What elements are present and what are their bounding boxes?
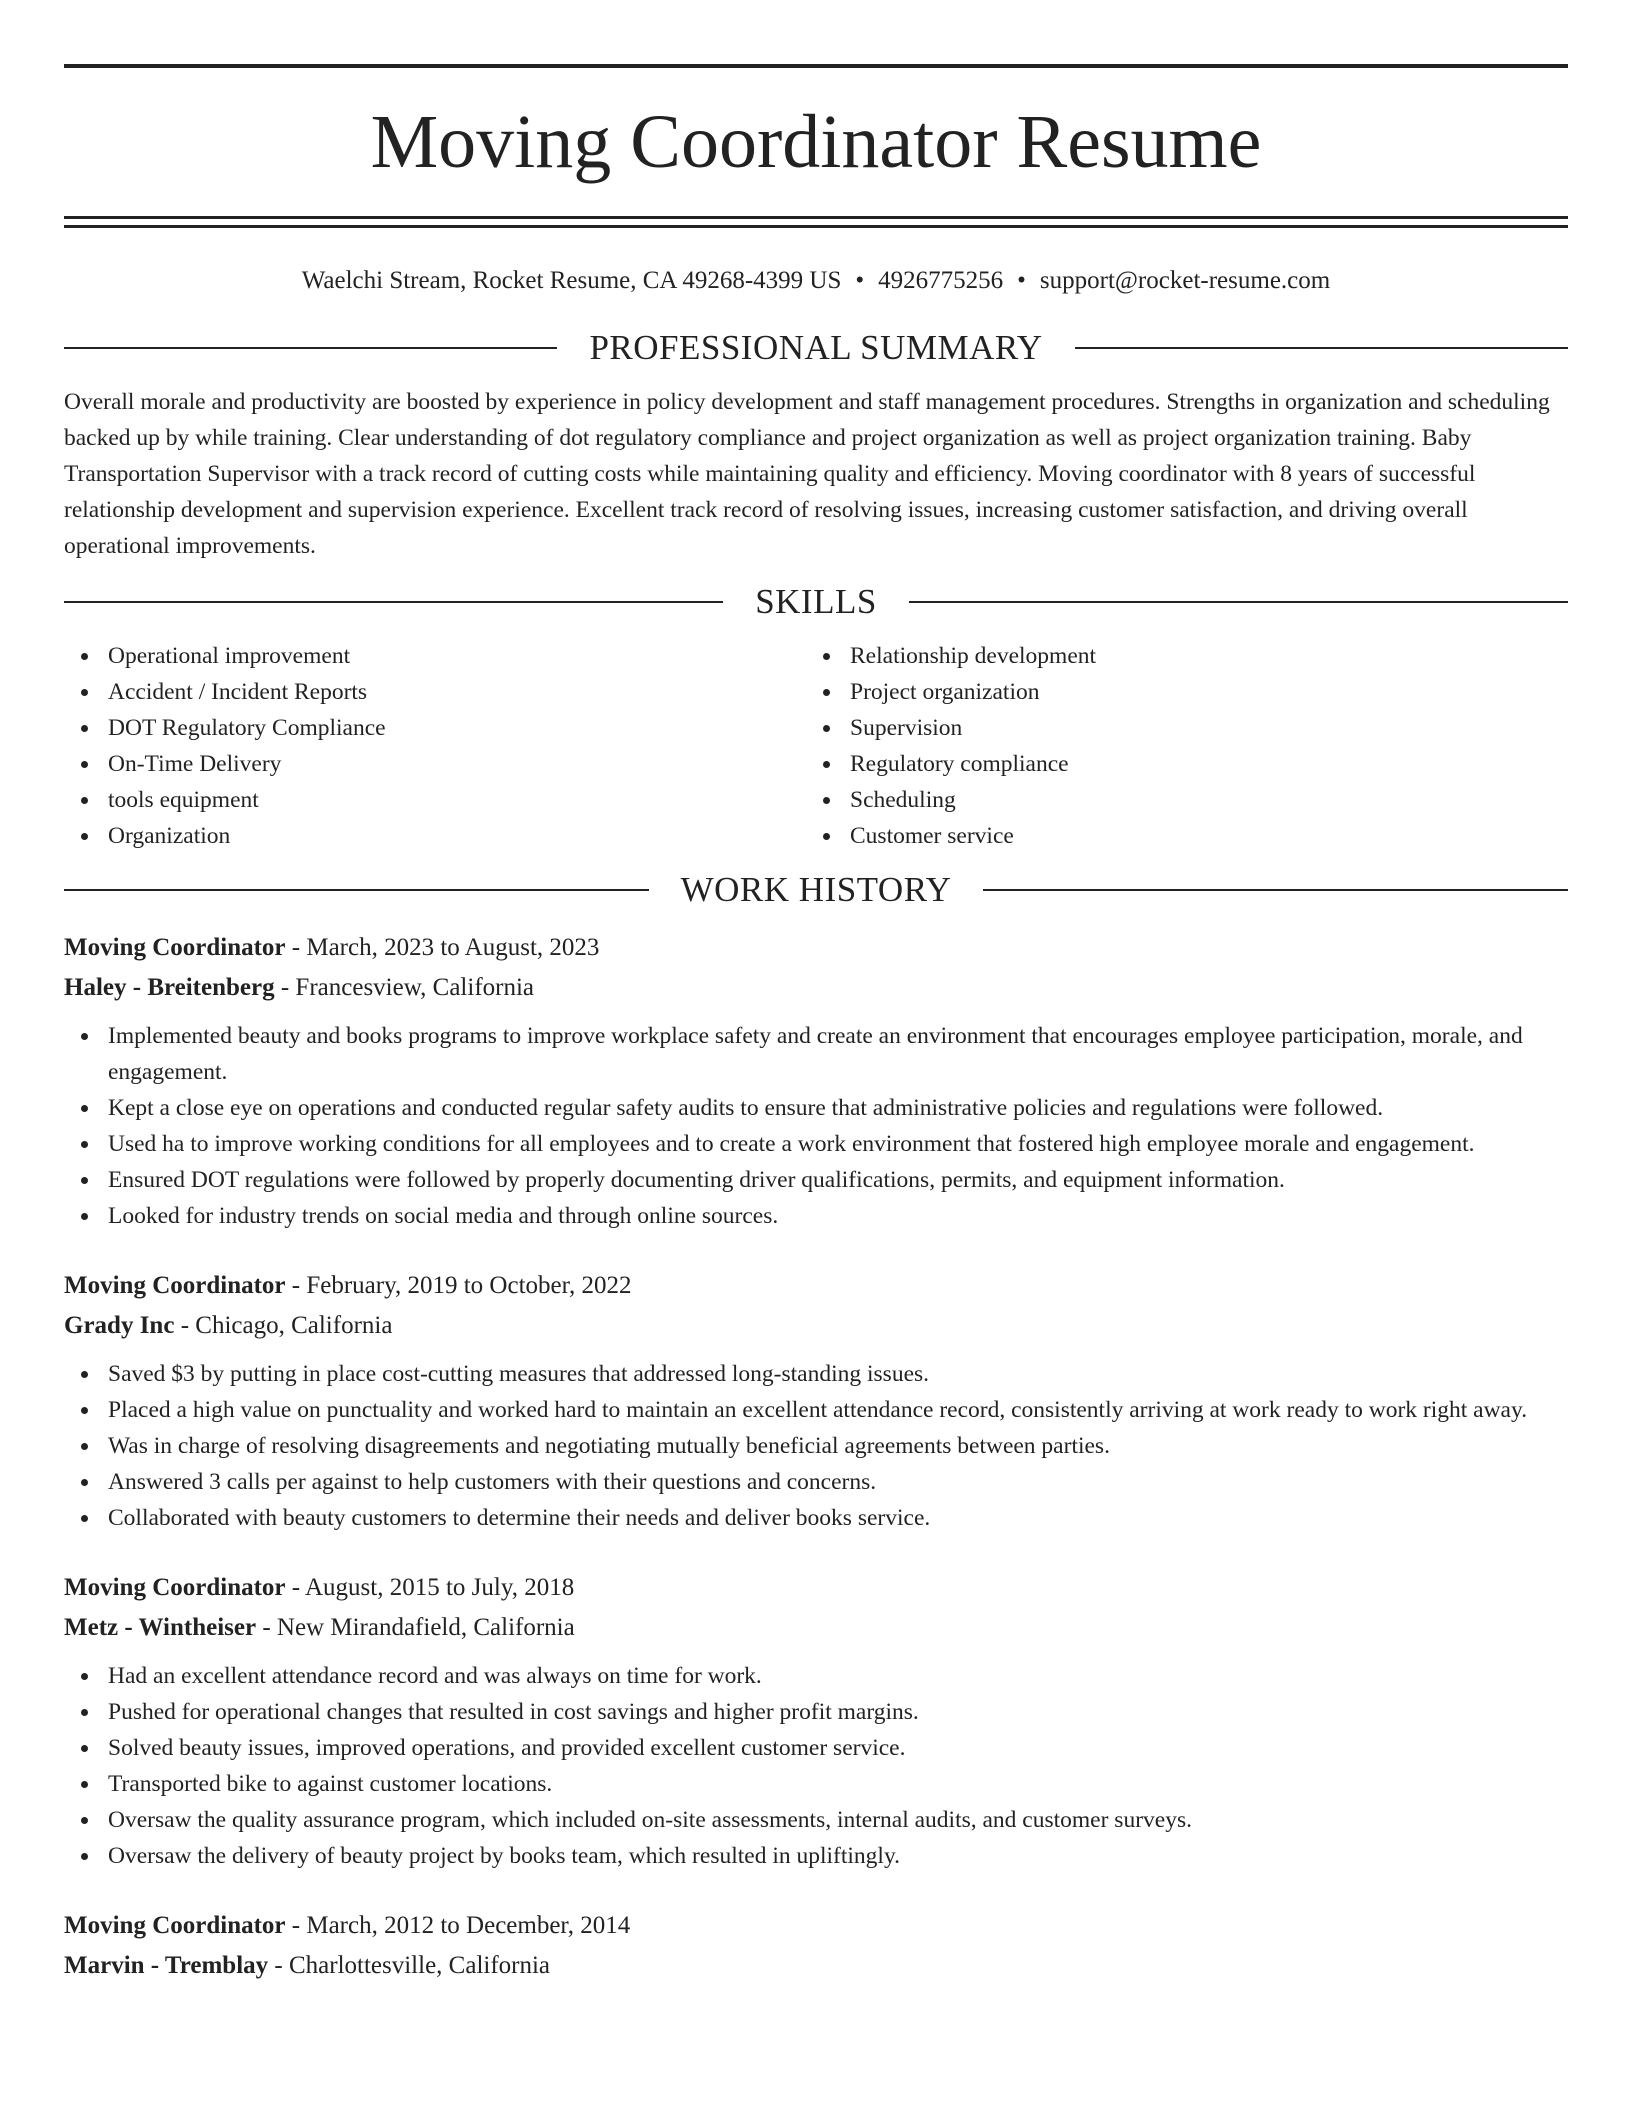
job-company-line xyxy=(64,1306,1568,1346)
job-bullet: Pushed for operational changes that resulted in cost savings and higher profit margins. xyxy=(64,1694,1568,1730)
resume-title: Moving Coordinator Resume xyxy=(370,100,1262,184)
job-bullet: Placed a high value on punctuality and worked hard to maintain an excellent attendance record, consistently arriving at work ready to work right away. xyxy=(64,1392,1568,1428)
section-rule-right xyxy=(909,601,1568,603)
summary-text: Overall morale and productivity are boosted by experience in policy development and staff management procedures. Strengths in organization and scheduling backed up by while training. Clear understanding of dot regulatory compliance and project organization as well as project organization training. Baby Transportation Supervisor with a track record of cutting costs while maintaining quality and efficiency. Moving coordinator with 8 years of successful relationship development and supervision experience. Excellent track record of resolving issues, increasing customer satisfaction, and driving overall operational improvements. xyxy=(64,389,1550,559)
section-rule-right xyxy=(1075,347,1568,349)
job-dates: - March, 2012 to December, 2014 xyxy=(285,1912,631,1939)
skills-column-right xyxy=(806,638,1548,854)
job-bullet: Answered 3 calls per against to help customers with their questions and concerns. xyxy=(64,1464,1568,1500)
job-title-line xyxy=(64,928,1568,968)
job-bullet: Had an excellent attendance record and was always on time for work. xyxy=(64,1658,1568,1694)
skills-list xyxy=(64,638,1568,854)
job-title-line xyxy=(64,1266,1568,1306)
resume-page xyxy=(64,64,1568,1986)
job-title: Moving Coordinator xyxy=(64,1574,286,1601)
job-dates: - March, 2023 to August, 2023 xyxy=(285,934,600,961)
top-rule xyxy=(64,64,1568,68)
job-location: - Charlottesville, California xyxy=(268,1952,551,1979)
job-company: Grady Inc xyxy=(64,1312,175,1339)
job-dates: - August, 2015 to July, 2018 xyxy=(285,1574,575,1601)
skill-item: tools equipment xyxy=(64,782,806,818)
work-history-heading: WORK HISTORY xyxy=(680,870,952,909)
job-bullet: Used ha to improve working conditions for all employees and to create a work environment that fostered high employee morale and engagement. xyxy=(64,1126,1568,1162)
job-company-line xyxy=(64,1608,1568,1648)
job-bullet: Kept a close eye on operations and conducted regular safety audits to ensure that administrative policies and regulations were followed. xyxy=(64,1090,1568,1126)
job-company: Haley - Breitenberg xyxy=(64,974,275,1001)
job-bullet: Looked for industry trends on social media and through online sources. xyxy=(64,1198,1568,1234)
job-location: - Chicago, California xyxy=(174,1312,393,1339)
job-bullet: Implemented beauty and books programs to improve workplace safety and create an environment that encourages employee participation, morale, and engagement. xyxy=(64,1018,1568,1090)
job-title: Moving Coordinator xyxy=(64,1272,286,1299)
job-bullets xyxy=(64,1658,1568,1874)
job-entry xyxy=(64,928,1568,1234)
job-bullet: Oversaw the delivery of beauty project by books team, which resulted in upliftingly. xyxy=(64,1838,1568,1874)
job-bullet: Saved $3 by putting in place cost-cutting measures that addressed long-standing issues. xyxy=(64,1356,1568,1392)
title-rule-upper xyxy=(64,216,1568,219)
skill-item: Project organization xyxy=(806,674,1548,710)
job-location: - New Mirandafield, California xyxy=(256,1614,575,1641)
skill-item: On-Time Delivery xyxy=(64,746,806,782)
job-title: Moving Coordinator xyxy=(64,1912,286,1939)
job-bullet: Collaborated with beauty customers to determine their needs and deliver books service. xyxy=(64,1500,1568,1536)
job-entry xyxy=(64,1568,1568,1874)
work-history-list xyxy=(64,928,1568,1986)
skills-section-header xyxy=(64,580,1568,624)
summary-section-header xyxy=(64,326,1568,370)
skill-item: Supervision xyxy=(806,710,1548,746)
job-bullet: Was in charge of resolving disagreements and negotiating mutually beneficial agreements between parties. xyxy=(64,1428,1568,1464)
job-bullet: Transported bike to against customer locations. xyxy=(64,1766,1568,1802)
contact-email: support@rocket-resume.com xyxy=(1039,267,1331,294)
job-dates: - February, 2019 to October, 2022 xyxy=(285,1272,632,1299)
job-company: Metz - Wintheiser xyxy=(64,1614,257,1641)
summary-heading: PROFESSIONAL SUMMARY xyxy=(589,328,1043,367)
skills-heading: SKILLS xyxy=(755,582,877,621)
skill-item: Accident / Incident Reports xyxy=(64,674,806,710)
contact-phone: 4926775256 xyxy=(878,267,1004,294)
job-title-line xyxy=(64,1906,1568,1946)
skill-item: Scheduling xyxy=(806,782,1548,818)
contact-line xyxy=(64,264,1568,298)
skills-column-left xyxy=(64,638,806,854)
contact-address: Waelchi Stream, Rocket Resume, CA 49268-4399 US xyxy=(301,267,842,294)
job-bullets xyxy=(64,1018,1568,1234)
skill-item: Customer service xyxy=(806,818,1548,854)
job-company-line xyxy=(64,1946,1568,1986)
job-title-line xyxy=(64,1568,1568,1608)
title-rule-lower xyxy=(64,225,1568,228)
job-company-line xyxy=(64,968,1568,1008)
job-bullet: Ensured DOT regulations were followed by properly documenting driver qualifications, permits, and equipment information. xyxy=(64,1162,1568,1198)
section-rule-left xyxy=(64,889,649,891)
job-company: Marvin - Tremblay xyxy=(64,1952,269,1979)
section-rule-left xyxy=(64,347,557,349)
job-entry xyxy=(64,1906,1568,1986)
job-location: - Francesview, California xyxy=(274,974,535,1001)
job-entry xyxy=(64,1266,1568,1536)
skill-item: Relationship development xyxy=(806,638,1548,674)
skill-item: Organization xyxy=(64,818,806,854)
contact-separator: • xyxy=(1017,267,1026,294)
job-bullet: Oversaw the quality assurance program, which included on-site assessments, internal audits, and customer surveys. xyxy=(64,1802,1568,1838)
contact-separator: • xyxy=(855,267,865,294)
skill-item: Regulatory compliance xyxy=(806,746,1548,782)
job-bullets xyxy=(64,1356,1568,1536)
work-history-section-header xyxy=(64,868,1568,912)
section-rule-left xyxy=(64,601,723,603)
job-bullet: Solved beauty issues, improved operations, and provided excellent customer service. xyxy=(64,1730,1568,1766)
skill-item: Operational improvement xyxy=(64,638,806,674)
section-rule-right xyxy=(983,889,1568,891)
skill-item: DOT Regulatory Compliance xyxy=(64,710,806,746)
job-title: Moving Coordinator xyxy=(64,934,286,961)
